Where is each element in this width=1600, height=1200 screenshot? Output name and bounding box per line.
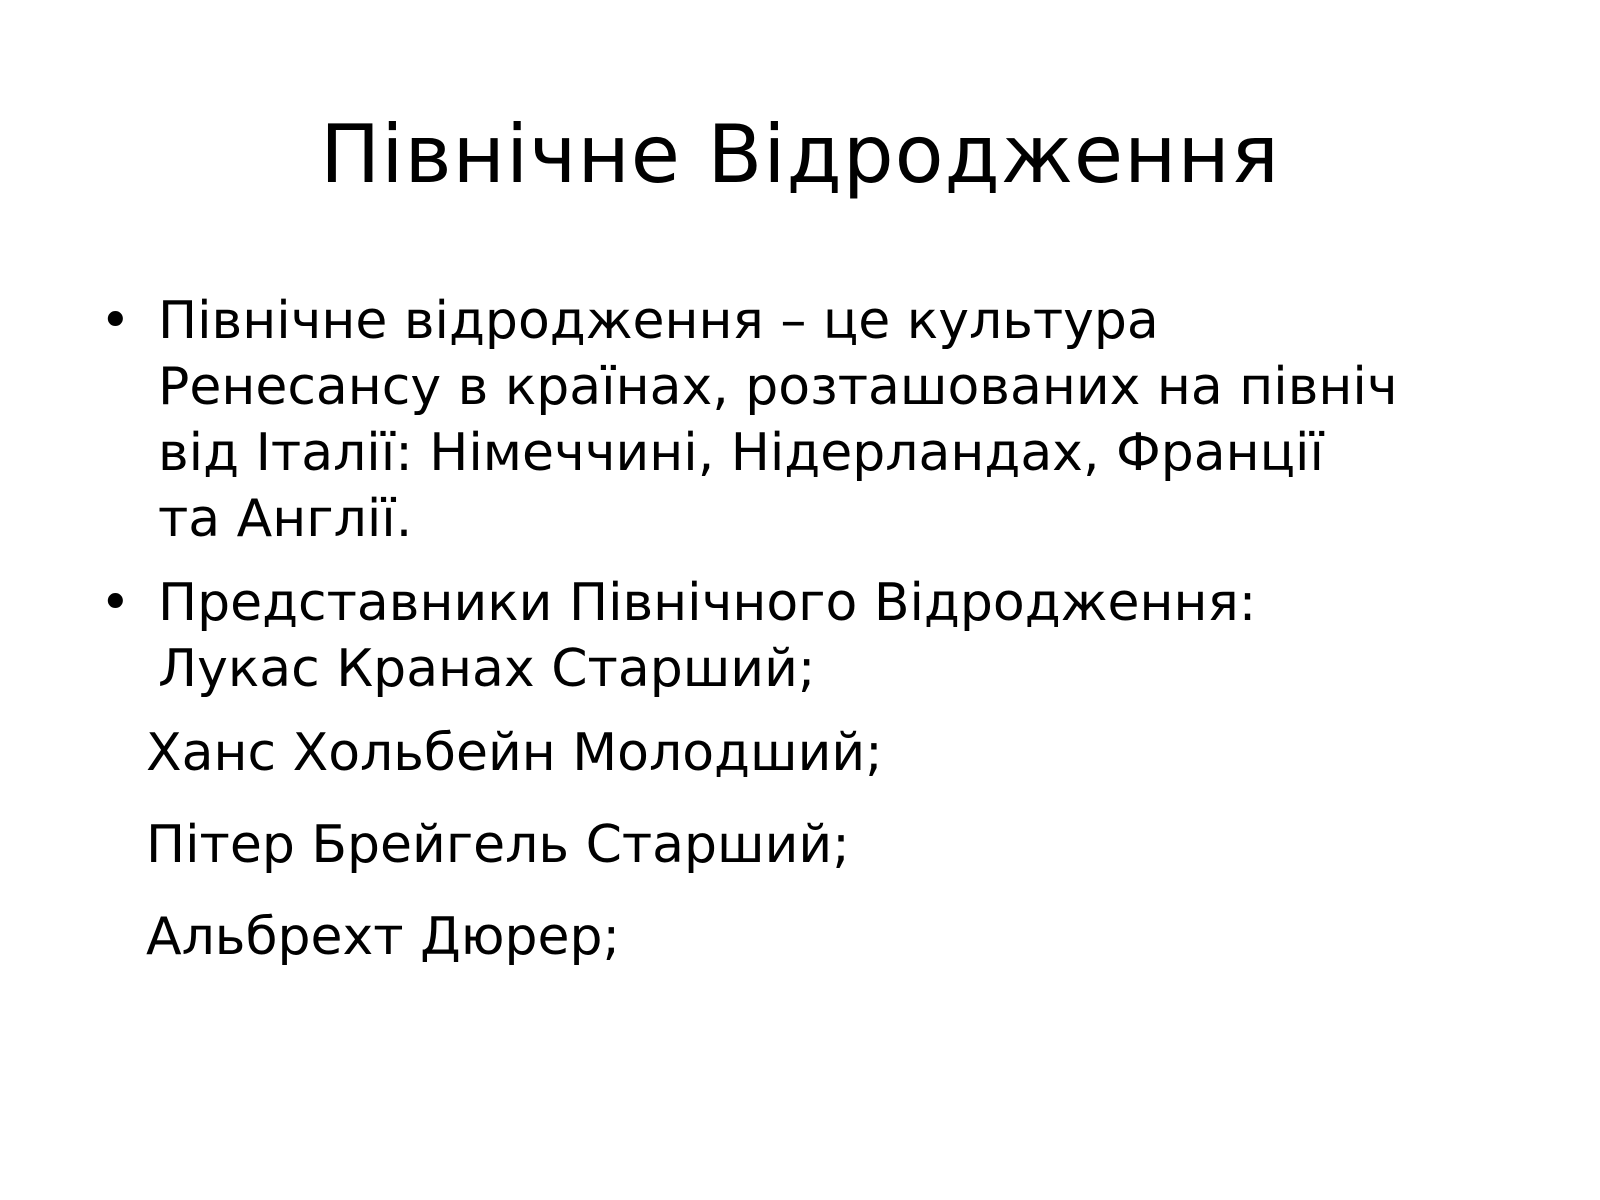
bullet-text-line: Північне відродження – це культура [158,291,1159,351]
bullet-icon: • [100,291,131,351]
bullet-item-definition [100,288,1540,552]
representative-name: Ханс Хольбейн Молодший; [146,723,883,783]
bullet-text-line: Ренесансу в країнах, розташованих на північ [158,357,1398,417]
bullet-item-representatives [100,570,1540,702]
bullet-icon: • [100,573,131,633]
representatives-list [100,720,1540,970]
representative-name: Пітер Брейгель Старший; [146,815,850,875]
bullet-text-line: та Англії. [158,489,413,549]
bullet-text-line: Лукас Кранах Старший; [158,639,816,699]
slide-content [100,288,1540,996]
bullet-text-line: Представники Північного Відродження: [158,573,1257,633]
bullet-text-line: від Італії: Німеччині, Нідерландах, Франції [158,423,1324,483]
representative-name: Альбрехт Дюрер; [146,907,621,967]
slide-title: Північне Відродження [320,108,1280,201]
bullet-list [100,288,1540,702]
